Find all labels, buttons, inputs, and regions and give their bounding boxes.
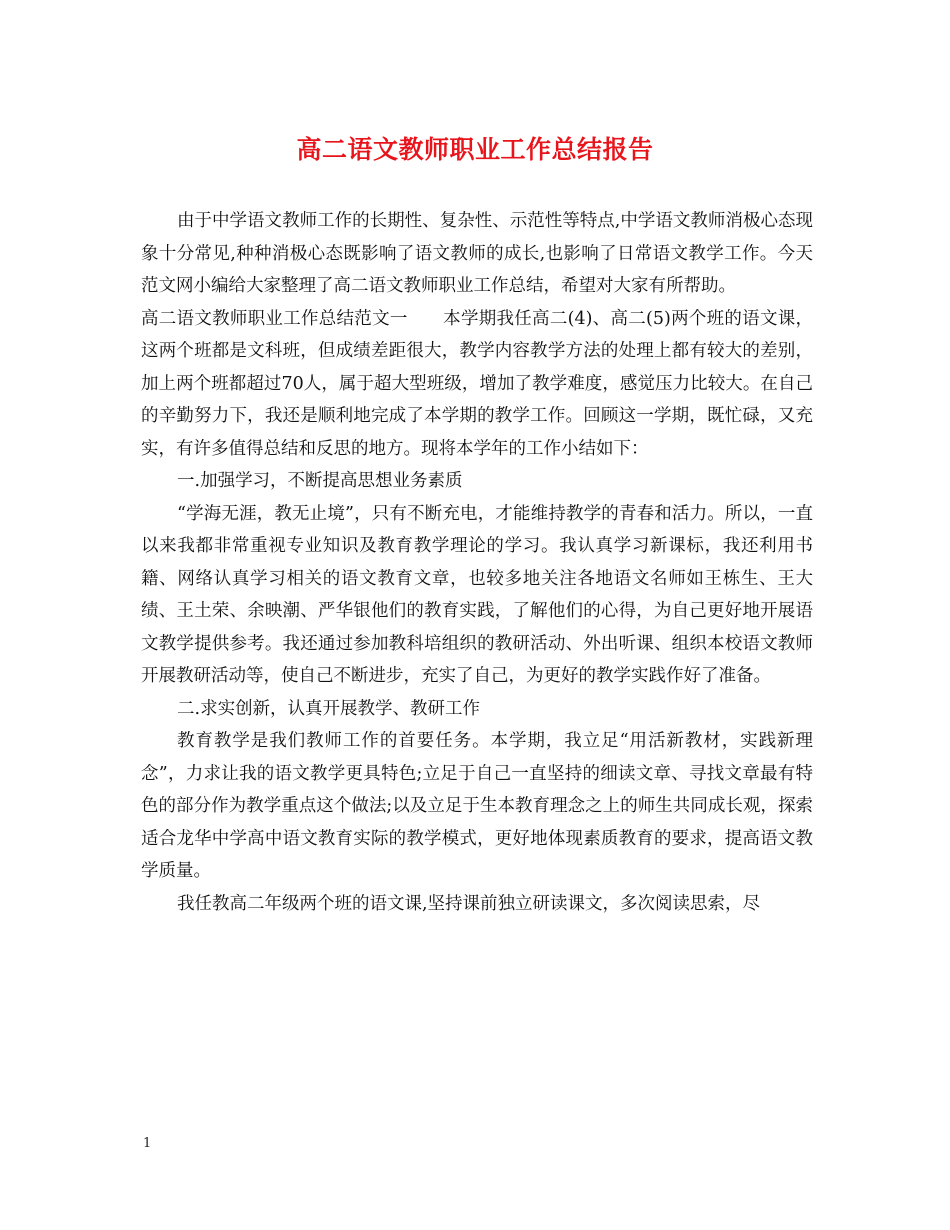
sample-one-paragraph: 高二语文教师职业工作总结范文一 本学期我任高二(4)、高二(5)两个班的语文课，这两个班都是文科班，但成绩差距很大，教学内容教学方法的处理上都有较大的差别，加上两个班都超过70人，属于超大型班级，增加了教学难度，感觉压力比较大。在自己的辛勤努力下，我还是顺利地完成了本学期的教学工作。回顾这一学期，既忙碌，又充实，有许多值得总结和反思的地方。现将本学年的工作小结如下： <box>141 308 813 459</box>
teaching-paragraph: 我任教高二年级两个班的语文课,坚持课前独立研读课文，多次阅读思索，尽 <box>177 893 761 914</box>
document-title: 高二语文教师职业工作总结报告 <box>296 135 654 164</box>
document-body <box>141 205 813 920</box>
page-number: 1 <box>143 1136 152 1151</box>
intro-paragraph: 由于中学语文教师工作的长期性、复杂性、示范性等特点,中学语文教师消极心态现象十分常见,种种消极心态既影响了语文教师的成长,也影响了日常语文教学工作。今天范文网小编给大家整理了高二语文教师职业工作总结，希望对大家有所帮助。 <box>141 211 813 296</box>
section-one-paragraph: “学海无涯，教无止境”，只有不断充电，才能维持教学的青春和活力。所以，一直以来我都非常重视专业知识及教育教学理论的学习。我认真学习新课标，我还利用书籍、网络认真学习相关的语文教育文章，也较多地关注各地语文名师如王栋生、王大绩、王土荣、余映潮、严华银他们的教育实践，了解他们的心得，为自己更好地开展语文教学提供参考。我还通过参加教科培组织的教研活动、外出听课、组织本校语文教师开展教研活动等，使自己不断进步，充实了自己，为更好的教学实践作好了准备。 <box>141 503 813 686</box>
section-heading-one: 一.加强学习，不断提高思想业务素质 <box>177 471 463 491</box>
section-two-paragraph: 教育教学是我们教师工作的首要任务。本学期，我立足“用活新教材，实践新理念”，力求让我的语文教学更具特色;立足于自己一直坚持的细读文章、寻找文章最有特色的部分作为教学重点这个做法;以及立足于生本教育理念之上的师生共同成长观，探索适合龙华中学高中语文教育实际的教学模式，更好地体现素质教育的要求，提高语文教学质量。 <box>141 731 813 881</box>
section-heading-two: 二.求实创新，认真开展教学、教研工作 <box>177 698 481 719</box>
